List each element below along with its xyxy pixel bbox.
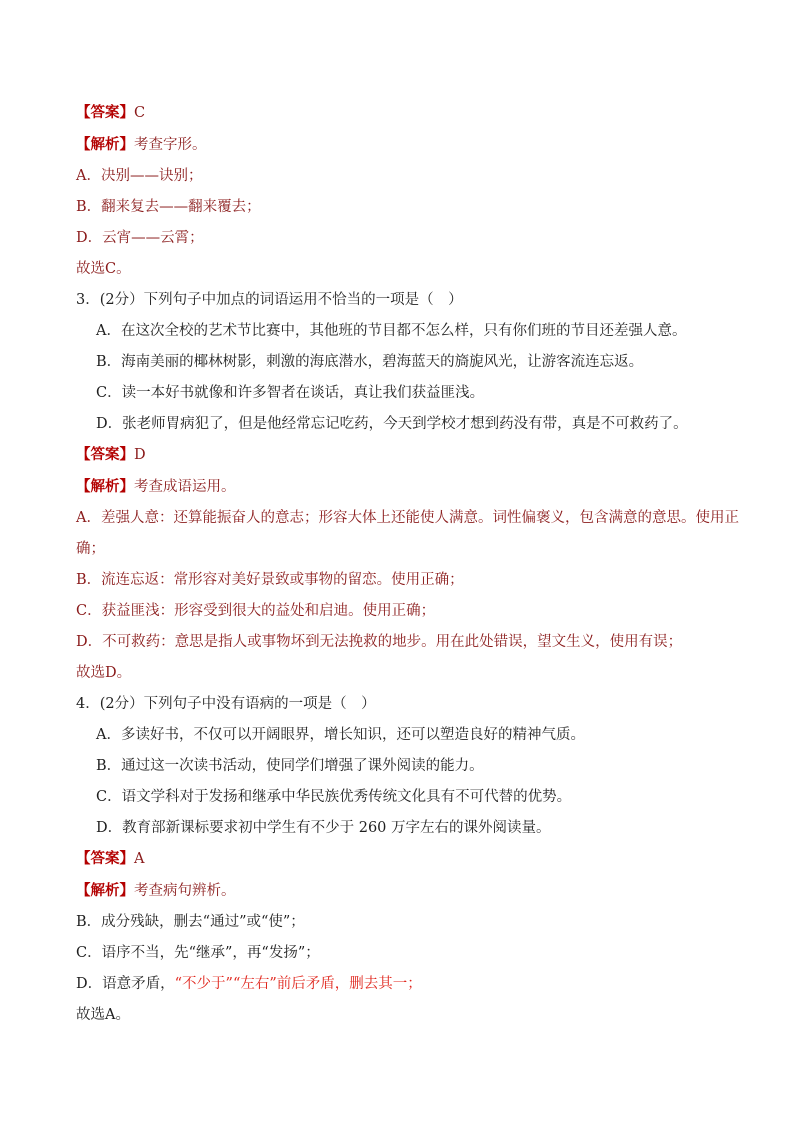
analysis-tag: 【解析】 bbox=[76, 478, 134, 495]
answer-line bbox=[76, 445, 146, 465]
answer-value: C bbox=[134, 105, 146, 121]
analysis-tag: 【解析】 bbox=[76, 136, 134, 153]
answer-tag: 【答案】 bbox=[76, 104, 134, 121]
analysis-detail: D．云宵——云霄； bbox=[76, 230, 204, 246]
option-c: C．语文学科对于发扬和继承中华民族优秀传统文化具有不可代替的优势。 bbox=[96, 789, 572, 805]
option-b: B．通过这一次读书活动，使同学们增强了课外阅读的能力。 bbox=[96, 758, 484, 774]
option-b: B．海南美丽的椰林树影，刺激的海底潜水，碧海蓝天的旖旎风光，让游客流连忘返。 bbox=[96, 354, 644, 370]
analysis-text: 考查成语运用。 bbox=[134, 479, 236, 495]
option-a: A．在这次全校的艺术节比赛中，其他班的节目都不怎么样，只有你们班的节目还差强人意。 bbox=[96, 323, 687, 339]
analysis-text: 考查病句辨析。 bbox=[134, 883, 236, 899]
analysis-detail: B．翻来复去——翻来覆去； bbox=[76, 199, 261, 215]
option-c: C．读一本好书就像和许多智者在谈话，真让我们获益匪浅。 bbox=[96, 385, 485, 401]
answer-line bbox=[76, 849, 144, 869]
option-a: A．多读好书，不仅可以开阔眼界，增长知识，还可以塑造良好的精神气质。 bbox=[96, 727, 585, 743]
question-stem: 4．(2分）下列句子中没有语病的一项是（ ） bbox=[76, 696, 376, 712]
analysis-detail: D．不可救药：意思是指人或事物坏到无法挽救的地步。用在此处错误，望文生义，使用有误； bbox=[76, 634, 683, 650]
option-d: D．教育部新课标要求初中学生有不少于 260 万字左右的课外阅读量。 bbox=[96, 820, 551, 836]
analysis-detail: C．语序不当，先“继承”，再“发扬”； bbox=[76, 945, 320, 961]
question-stem: 3．(2分）下列句子中加点的词语运用不恰当的一项是（ ） bbox=[76, 292, 463, 308]
analysis-tag: 【解析】 bbox=[76, 882, 134, 899]
option-d: D．张老师胃病犯了，但是他经常忘记吃药，今天到学校才想到药没有带，真是不可救药了。 bbox=[96, 416, 688, 432]
analysis-line bbox=[76, 135, 207, 155]
analysis-conclusion: 故选C。 bbox=[76, 261, 131, 277]
answer-tag: 【答案】 bbox=[76, 446, 134, 463]
analysis-detail: A．决别——诀别； bbox=[76, 168, 203, 184]
answer-line bbox=[76, 103, 145, 123]
answer-value: D bbox=[134, 447, 146, 463]
analysis-detail: B．成分残缺，删去“通过”或“使”； bbox=[76, 914, 305, 930]
analysis-line bbox=[76, 477, 236, 497]
analysis-detail: 确； bbox=[76, 541, 105, 557]
analysis-conclusion: 故选D。 bbox=[76, 665, 132, 681]
analysis-text: 考查字形。 bbox=[134, 137, 207, 153]
analysis-detail: C．获益匪浅：形容受到很大的益处和启迪。使用正确； bbox=[76, 603, 436, 619]
analysis-conclusion: 故选A。 bbox=[76, 1007, 130, 1023]
analysis-detail bbox=[76, 974, 422, 994]
analysis-line bbox=[76, 881, 236, 901]
answer-tag: 【答案】 bbox=[76, 850, 134, 867]
analysis-detail-highlight: “不少于”“左右”前后矛盾，删去其一； bbox=[174, 976, 422, 992]
analysis-detail: B．流连忘返：常形容对美好景致或事物的留恋。使用正确； bbox=[76, 572, 464, 588]
analysis-detail-prefix: D．语意矛盾， bbox=[76, 976, 175, 992]
answer-value: A bbox=[134, 851, 145, 867]
analysis-detail: A．差强人意：还算能振奋人的意志；形容大体上还能使人满意。词性偏褒义，包含满意的意思。使用正 bbox=[76, 510, 739, 526]
